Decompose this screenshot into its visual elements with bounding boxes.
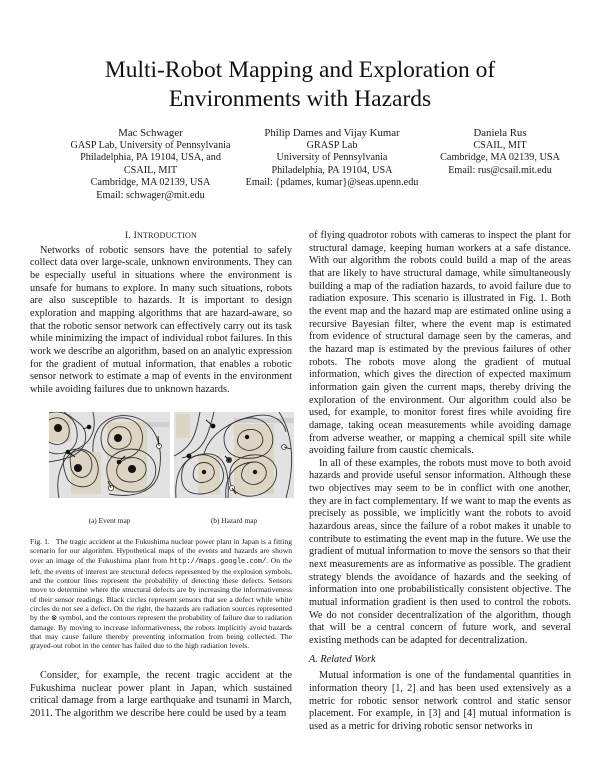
intro-paragraph-continued: of flying quadrotor robots with cameras to inspect the plant for structural damage, keeping human workers at a safe distance. With our algorithm the robots could build a map of the areas that are likely to have structural damage, while simultaneously building a map of the radiation hazards, to avoid failure due to radiation exposure. This scenario is illustrated in Fig. 1. Both the event map and the hazard map are estimated online using a recursive Bayesian filter, where the event map is estimated from evidence of structural damage seen by the cameras, and the hazard map is estimated by the previous failures of other robots. The robots move along the gradient of mutual information, which gives the direction of expected maximum information gain given the current maps, thereby driving the exploration of the environment. Our algorithm could also be used, for example, to monitor forest fires while avoiding fire damage, taking ocean measurements while avoiding damage from adverse weather, or mapping a chemical spill site while avoiding failure from caustic chemicals.	[309, 230, 571, 457]
figure-hazard-map	[174, 412, 294, 498]
related-work-paragraph-1: Mutual information is one of the fundamental quantities in information theory [1, 2] and has been used extensively as a metric for robotic sensor network control and static sensor placement. For example, in [3] and [4] mutual information is used as a metric for driving robotic sensor networks in	[309, 670, 571, 732]
author-email: Email: {pdames, kumar}@seas.upenn.edu	[245, 177, 419, 189]
section-initial: I	[133, 230, 138, 241]
event-map-image	[49, 412, 170, 498]
intro-paragraph-3: In all of these examples, the robots must move to both avoid hazards and provide useful sensor information. Although these two objectives may seem to be in conflict with one another, they are in fact complementary. If we want to map the events as precisely as possible, we implicitly want the robots to avoid hazardous areas, since the failure of a robot makes it unable to contribute to estimating the event map in the future. We use the gradient of mutual information to move the sensors so that their next measurements are as informative as possible. The gradient strategy blends the avoidance of hazards and the seeking of information into one probabilistically consistent objective. The mutual information gradient is then used to control the robots. We do not consider decentralization of the algorithm, though that will be a central concern of future work, and several existing methods can be adapted for decentralization.	[309, 457, 571, 646]
left-column-bottom	[30, 670, 292, 721]
author-block-schwager	[48, 127, 253, 203]
subcaption-event-map: (a) Event map	[88, 516, 131, 525]
affiliation-line: University of Pennsylvania	[276, 152, 388, 164]
author-block-dames-kumar	[236, 127, 428, 190]
caption-text-1: The tragic accident at the Fukushima nuclear power plant in Japan is a fitting scenario for our algorithm. Hypothetical maps of the events and hazards are shown over an image of the Fukushima plant from	[30, 537, 292, 565]
affiliation-line: Philadelphia, PA 19104, USA, and	[80, 152, 221, 164]
section-rest: NTRODUCTION	[137, 231, 197, 240]
author-email: Email: schwager@mit.edu	[96, 189, 205, 201]
figure-label: Fig. 1.	[30, 537, 50, 546]
author-name: Daniela Rus	[473, 127, 527, 139]
author-block-rus	[415, 127, 585, 177]
hazard-map-image	[174, 412, 294, 498]
paper-title	[0, 56, 600, 114]
section-numeral: I.	[125, 230, 131, 241]
author-email: Email: rus@csail.mit.edu	[448, 164, 552, 176]
section-heading-introduction	[30, 230, 292, 243]
affiliation-line: Philadelphia, PA 19104, USA	[271, 164, 393, 176]
title-line-2: Environments with Hazards	[168, 86, 432, 112]
caption-url: http://maps.google.com/	[169, 557, 267, 566]
subsection-heading-related-work: A. Related Work	[309, 653, 376, 665]
subcaption-hazard-map: (b) Hazard map	[210, 516, 258, 525]
intro-paragraph-2: Consider, for example, the recent tragic accident at the Fukushima nuclear power plant in Japan, which sustained critical damage from a large earthquake and tsunami in March, 2011. The algorithm we describe here could be used by a team	[30, 670, 292, 719]
intro-paragraph-1: Networks of robotic sensors have the potential to safely collect data over large-scale, unknown environments. They can be especially useful in situations where the environment is unsafe for humans to explore. In many such situations, robots are also susceptible to hazards. It is important to design exploration and mapping algorithms that are hazard-aware, so that the robotic sensor network can effectively carry out its task while minimizing the impact of individual robot failures. In this work we describe an algorithm, based on an analytic expression for the gradient of mutual information, that enables a robotic sensor network to estimate a map of events in the environment while avoiding failures due to unknown hazards.	[30, 244, 292, 395]
affiliation-line: GASP Lab, University of Pennsylvania	[70, 139, 231, 151]
affiliation-line: CSAIL, MIT	[123, 164, 178, 176]
author-name: Mac Schwager	[118, 127, 183, 139]
figure-caption	[30, 537, 292, 651]
affiliation-line: CSAIL, MIT	[473, 139, 527, 151]
author-name: Philip Dames and Vijay Kumar	[264, 127, 400, 139]
affiliation-line: Cambridge, MA 02139, USA	[90, 177, 211, 189]
affiliation-line: Cambridge, MA 02139, USA	[440, 152, 560, 164]
figure-event-map	[49, 412, 170, 498]
title-line-1: Multi-Robot Mapping and Exploration of	[104, 57, 496, 83]
affiliation-line: GRASP Lab	[306, 139, 358, 151]
right-column	[309, 230, 571, 734]
left-column-top	[30, 230, 292, 397]
caption-text-2: . On the left, the events of interest are structural defects represented by the explosion symbols, and the contour lines represent the probability of detecting these defects. Sensors move to determine where the structural defects are by increasing the informativeness of their sensor readings. Black circles represent sensors that see a defect while white circles do not see a defect. On the right, the hazards are radiation sources represented by the ⊗ symbol, and the contours represent the probability of failure due to radiation damage. By moving to increase informativeness, the robots implicitly avoid hazards that may cause failure thereby preventing information from being collected. The grayed-out robot in the center has failed due to the high radiation levels.	[30, 555, 292, 651]
